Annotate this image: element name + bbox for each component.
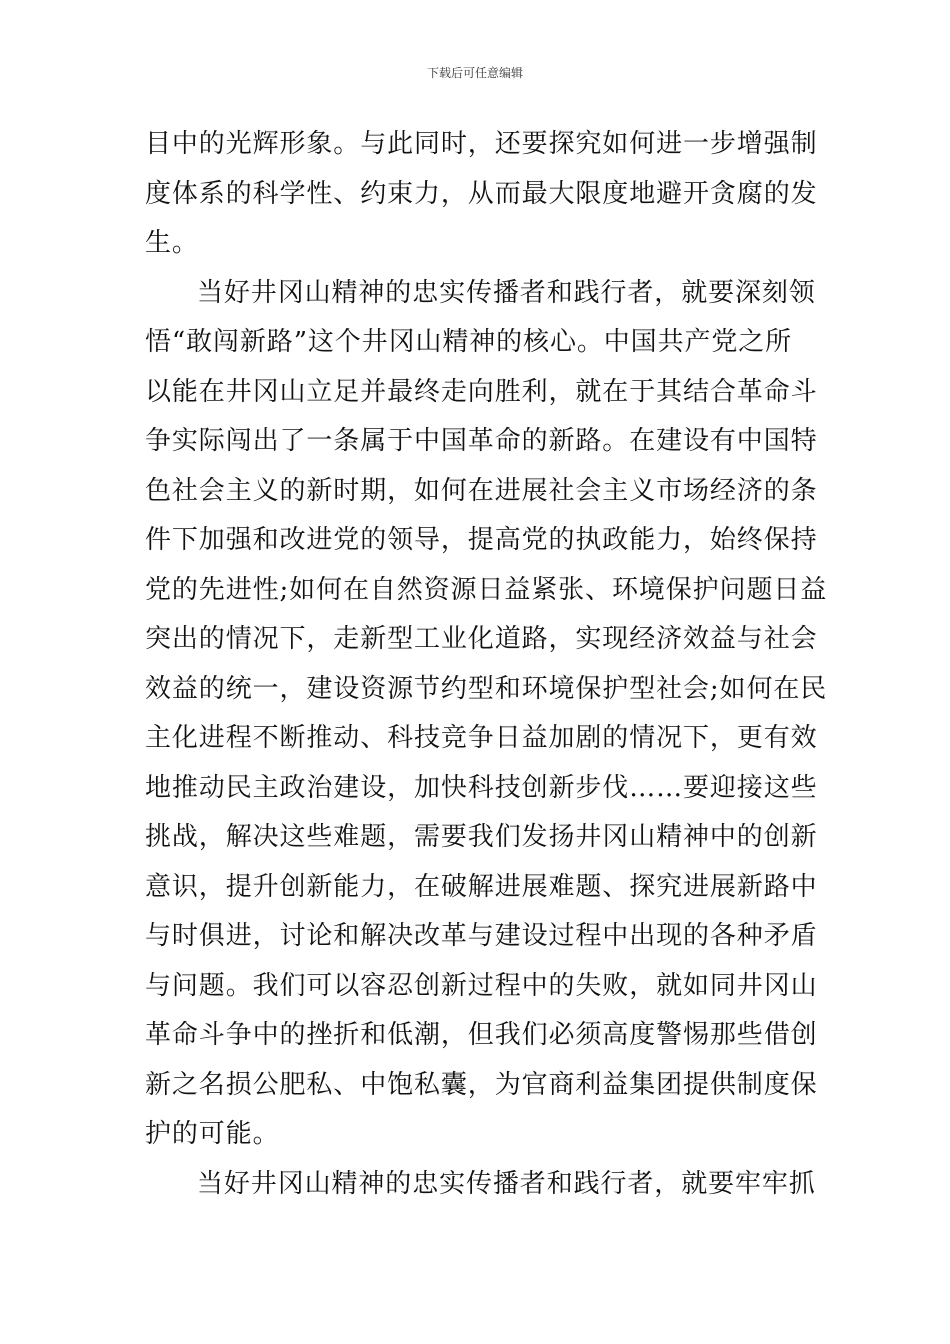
text-line: 目中的光辉形象。与此同时，还要探究如何进一步增强制 bbox=[145, 129, 818, 159]
text-line: 意识，提升创新能力，在破解进展难题、探究进展新路中 bbox=[145, 871, 818, 902]
text-line: 生。 bbox=[145, 228, 199, 258]
text-line: 护的可能。 bbox=[145, 1119, 280, 1149]
text-line: 件下加强和改进党的领导，提高党的执政能力，始终保持 bbox=[145, 525, 818, 555]
page-header: 下载后可任意编辑 bbox=[426, 66, 523, 80]
text-line: 色社会主义的新时期，如何在进展社会主义市场经济的条 bbox=[145, 475, 818, 506]
text-line: 主化进程不断推动、科技竞争日益加剧的情况下，更有效 bbox=[145, 723, 818, 753]
text-line: 党的先进性;如何在自然资源日益紧张、环境保护问题日益 bbox=[145, 574, 828, 605]
text-line: 度体系的科学性、约束力，从而最大限度地避开贪腐的发 bbox=[145, 178, 818, 209]
text-line: 当好井冈山精神的忠实传播者和践行者，就要深刻领 bbox=[197, 277, 816, 308]
text-line: 效益的统一，建设资源节约型和环境保护型社会;如何在民 bbox=[145, 673, 828, 704]
text-line: 当好井冈山精神的忠实传播者和践行者，就要牢牢抓 bbox=[197, 1168, 816, 1199]
text-line: 新之名损公肥私、中饱私囊，为官商利益集团提供制度保 bbox=[145, 1069, 818, 1100]
text-line: 革命斗争中的挫折和低潮，但我们必须高度警惕那些借创 bbox=[145, 1020, 818, 1050]
text-line: 悟“敢闯新路”这个井冈山精神的核心。中国共产党之所 bbox=[145, 327, 793, 357]
text-line: 地推动民主政治建设，加快科技创新步伐……要迎接这些 bbox=[145, 772, 818, 803]
text-line: 挑战，解决这些难题，需要我们发扬井冈山精神中的创新 bbox=[145, 822, 818, 852]
text-line: 争实际闯出了一条属于中国革命的新路。在建设有中国特 bbox=[145, 426, 818, 456]
text-line: 与问题。我们可以容忍创新过程中的失败，就如同井冈山 bbox=[145, 970, 818, 1001]
text-line: 突出的情况下，走新型工业化道路，实现经济效益与社会 bbox=[145, 624, 818, 654]
text-line: 与时俱进，讨论和解决改革与建设过程中出现的各种矛盾 bbox=[145, 921, 818, 951]
text-line: 以能在井冈山立足并最终走向胜利，就在于其结合革命斗 bbox=[145, 376, 818, 407]
